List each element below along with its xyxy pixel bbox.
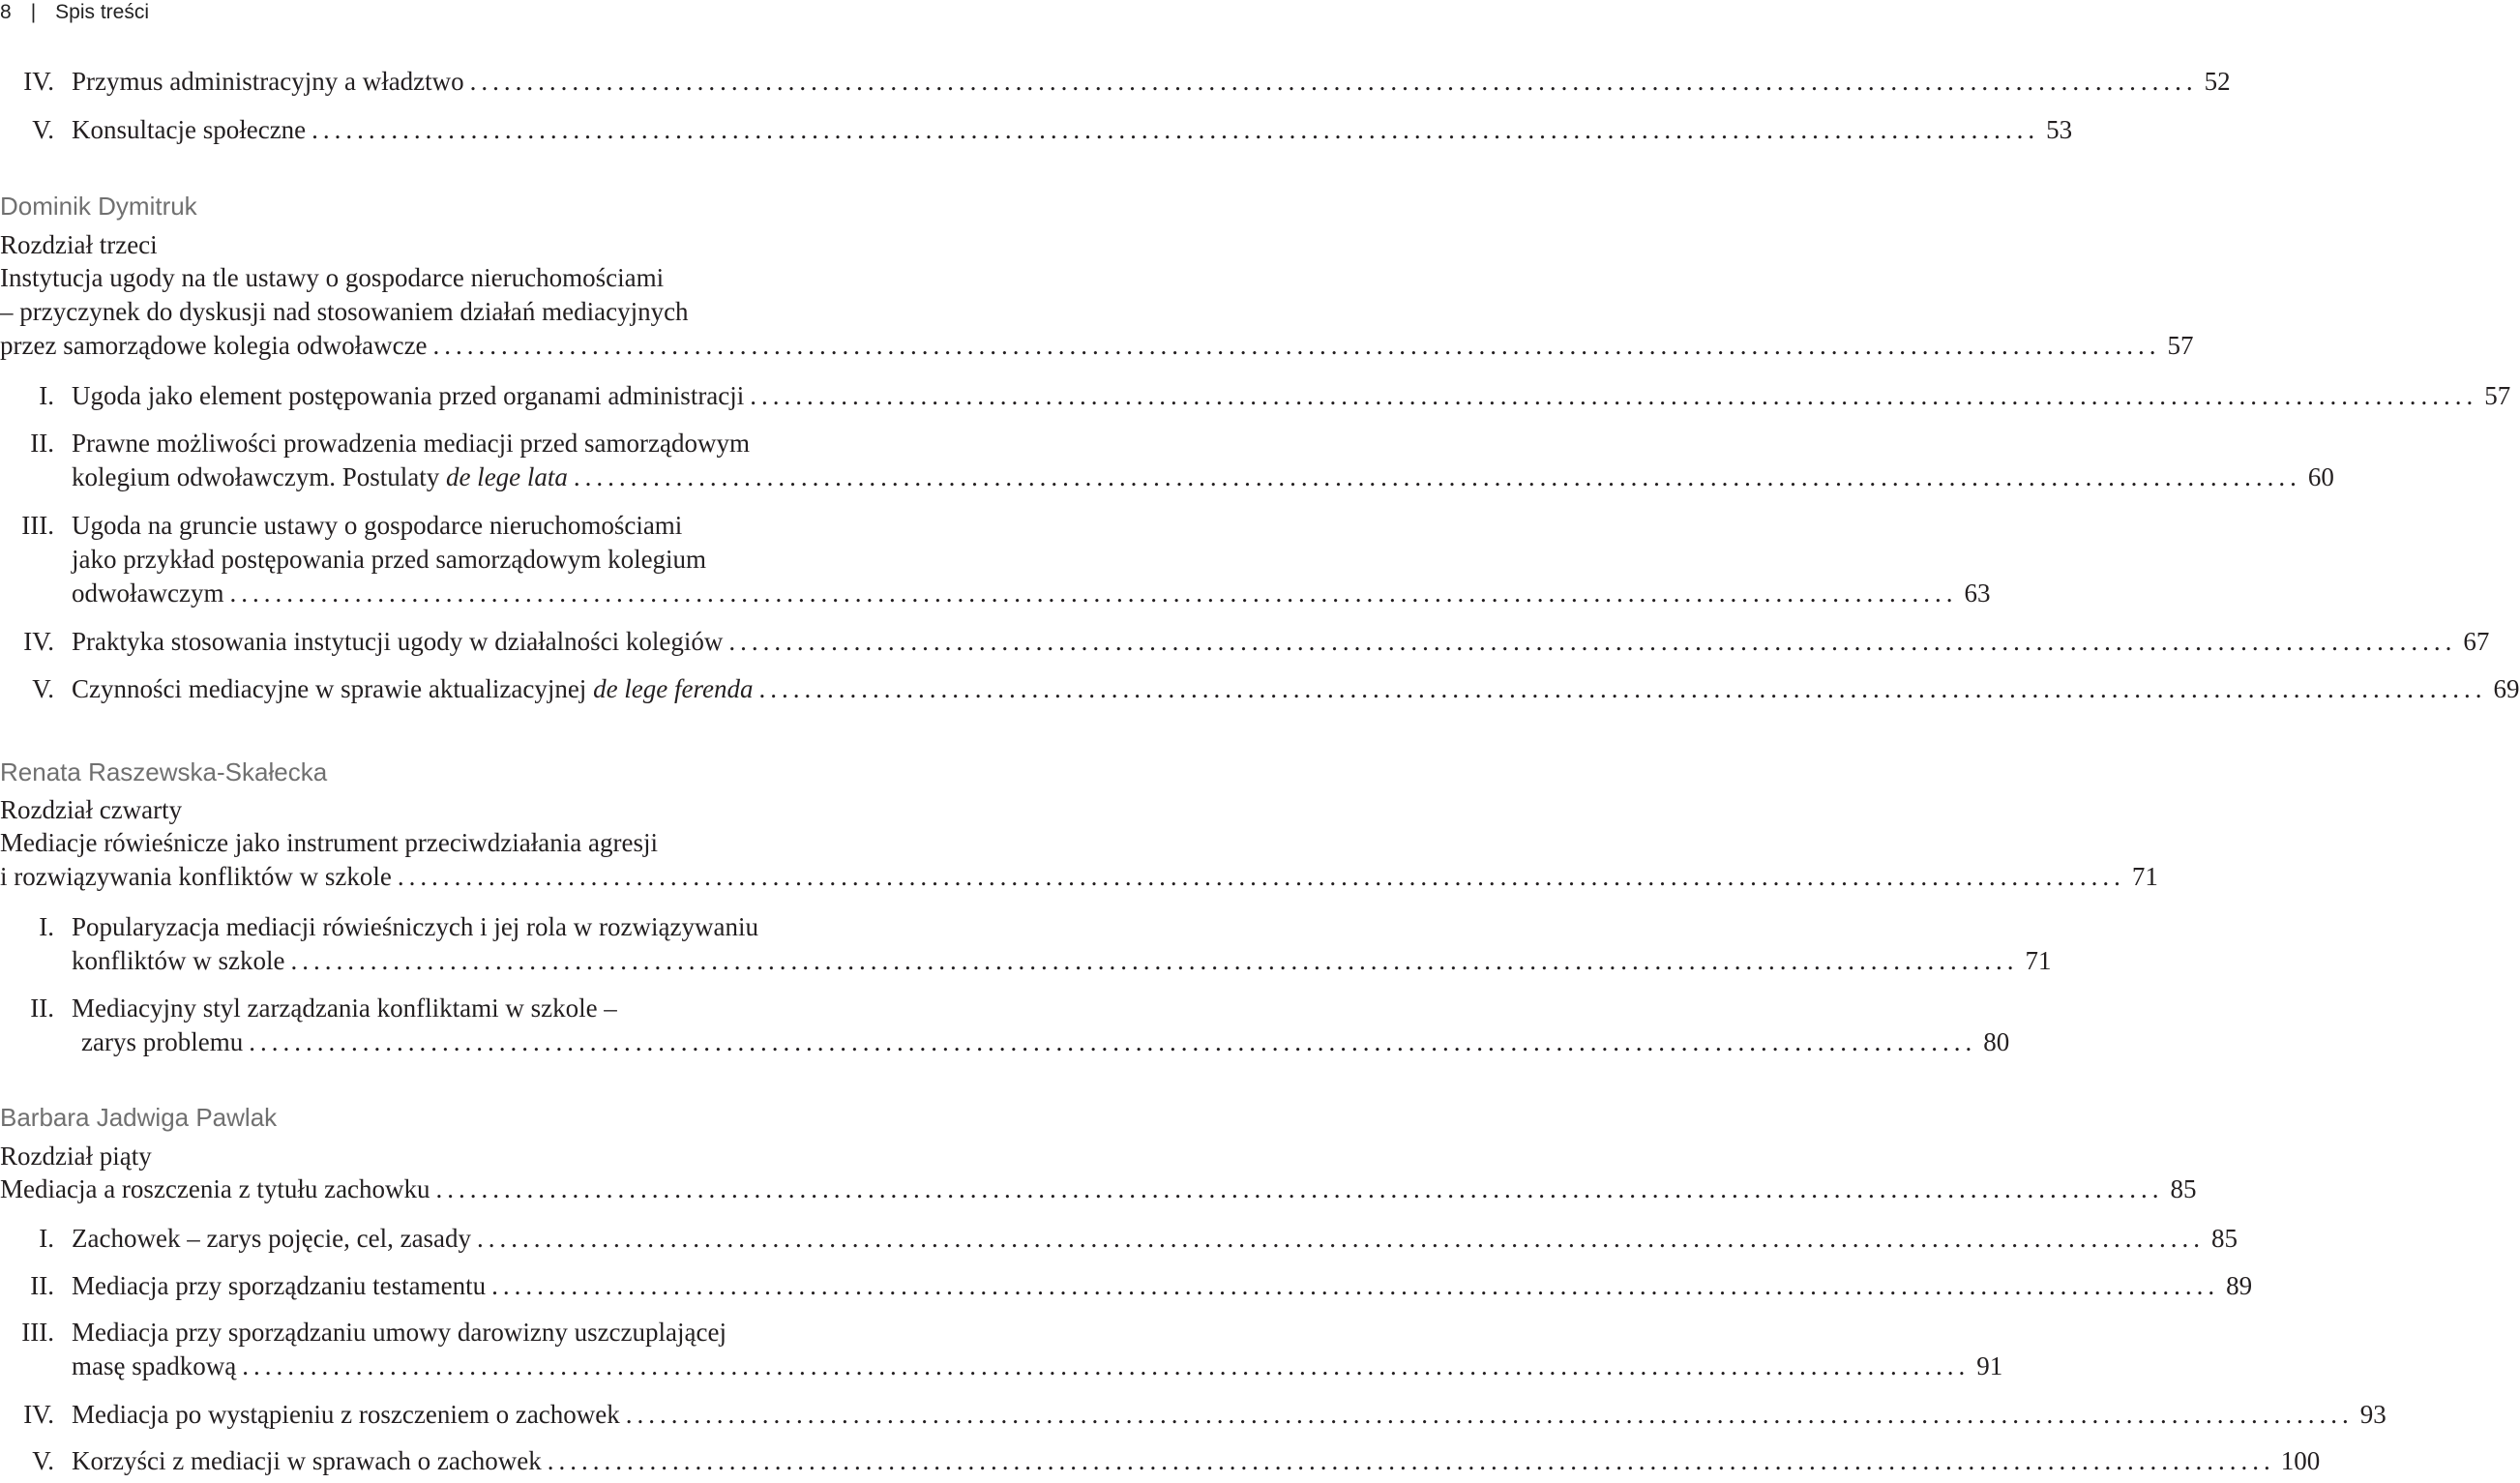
entry-number: IV. [23,67,54,96]
entry-page: 52 [2204,67,2231,96]
chapter-title-line: – przyczynek do dyskusji nad stosowaniem działań mediacyjnych [0,297,689,326]
entry-title: Konsultacje społeczne [72,115,307,144]
chapter-label: Rozdział piąty [0,1142,152,1171]
entry-title: Mediacja po wystąpieniu z roszczeniem o zachowek [72,1400,620,1429]
entry-title: Ugoda jako element postępowania przed organami administracji [72,381,745,410]
chapter-page: 85 [2170,1174,2197,1203]
dot-leader: ........................................................................................................................................................ [311,115,2040,144]
entry-number: II. [30,1271,54,1300]
entry-page: 69 [2493,674,2520,703]
entry-title: Mediacyjny styl zarządzania konfliktami w szkole – [72,994,617,1023]
chapter-author: Barbara Jadwiga Pawlak [0,1103,278,1132]
running-head [0,0,149,25]
dot-leader: ........................................................................................................................................................ [249,1027,1977,1056]
entry-number: III. [21,511,54,540]
entry-number: I. [39,912,54,941]
dot-leader: ........................................................................................................................................................ [432,331,2161,360]
entry-title: masę spadkową [72,1351,237,1380]
section-title: Spis treści [55,1,150,23]
entry-page: 80 [1983,1027,2010,1056]
dot-leader: ........................................................................................................................................................ [728,627,2457,656]
chapter-title[interactable] [0,263,2194,365]
dot-leader: ........................................................................................................................................................ [573,462,2301,491]
dot-leader: ........................................................................................................................................................ [290,946,2019,975]
entry-number: IV. [23,1400,54,1429]
entry-number: V. [32,1446,54,1475]
entry-page: 57 [2484,381,2511,410]
dot-leader: ........................................................................................................................................................ [491,1271,2220,1300]
dot-leader: ........................................................................................................................................................ [547,1446,2275,1475]
chapter-title-line: Instytucja ugody na tle ustawy o gospodarce nieruchomościami [0,263,665,292]
entry-number: II. [30,429,54,458]
chapter-title-line: Mediacje rówieśnicze jako instrument przeciwdziałania agresji [0,828,658,857]
chapter-label: Rozdział czwarty [0,795,183,824]
entry-title: Przymus administracyjny a władztwo [72,67,464,96]
dot-leader: ........................................................................................................................................................ [229,578,1958,608]
entry-page: 71 [2025,946,2052,975]
entry-title: Ugoda na gruncie ustawy o gospodarce nieruchomościami [72,511,683,540]
dot-leader: ........................................................................................................................................................ [242,1351,1971,1380]
entry-title: Korzyści z mediacji w sprawach o zachowek [72,1446,542,1475]
dot-leader: ........................................................................................................................................................ [397,862,2125,891]
entry-page: 100 [2280,1446,2321,1475]
dot-leader: ........................................................................................................................................................ [477,1224,2206,1253]
entry-title: Czynności mediacyjne w sprawie aktualizacyjnej [72,674,587,703]
dot-leader: ........................................................................................................................................................ [758,674,2487,703]
entry-page: 67 [2463,627,2490,656]
entry-number: IV. [23,627,54,656]
page-number: 8 [0,1,12,23]
chapter-title-line: Mediacja a roszczenia z tytułu zachowku [0,1174,430,1203]
chapter-title[interactable] [0,1174,2197,1208]
dot-leader: ........................................................................................................................................................ [750,381,2478,410]
dot-leader: ........................................................................................................................................................ [469,67,2198,96]
entry-number: V. [32,674,54,703]
chapter-author: Dominik Dymitruk [0,192,197,221]
entry-title: Mediacja przy sporządzaniu umowy darowizny uszczuplającej [72,1318,726,1347]
entry-number: III. [21,1318,54,1347]
entry-page: 85 [2211,1224,2238,1253]
entry-page: 93 [2359,1400,2387,1429]
entry-title: kolegium odwoławczym. Postulaty [72,462,440,491]
entry-title: zarys problemu [81,1027,244,1056]
chapter-title-line: i rozwiązywania konfliktów w szkole [0,862,392,891]
entry-title: Mediacja przy sporządzaniu testamentu [72,1271,487,1300]
entry-page: 53 [2046,115,2073,144]
entry-title: odwoławczym [72,578,224,608]
entry-number: I. [39,1224,54,1253]
entry-title: Praktyka stosowania instytucji ugody w działalności kolegiów [72,627,724,656]
entry-title: jako przykład postępowania przed samorządowym kolegium [72,545,707,574]
entry-number: V. [32,115,54,144]
entry-page: 89 [2226,1271,2253,1300]
entry-page: 60 [2307,462,2334,491]
entry-page: 63 [1964,578,1991,608]
entry-title: Prawne możliwości prowadzenia mediacji przed samorządowym [72,429,750,458]
chapter-page: 57 [2167,331,2194,360]
entry-title: konfliktów w szkole [72,946,285,975]
chapter-page: 71 [2131,862,2158,891]
chapter-title[interactable] [0,828,2158,896]
entry-number: I. [39,381,54,410]
entry-title: Popularyzacja mediacji rówieśniczych i jej rola w rozwiązywaniu [72,912,758,941]
entry-title-italic: de lege lata [445,462,568,491]
chapter-title-line: przez samorządowe kolegia odwoławcze [0,331,428,360]
dot-leader: ........................................................................................................................................................ [435,1174,2164,1203]
chapter-label: Rozdział trzeci [0,230,158,259]
entry-number: II. [30,994,54,1023]
running-head-separator: | [30,1,37,23]
entry-title: Zachowek – zarys pojęcie, cel, zasady [72,1224,472,1253]
dot-leader: ........................................................................................................................................................ [625,1400,2354,1429]
entry-page: 91 [1976,1351,2003,1380]
chapter-author: Renata Raszewska-Skałecka [0,757,328,786]
entry-title-italic: de lege ferenda [593,674,754,703]
